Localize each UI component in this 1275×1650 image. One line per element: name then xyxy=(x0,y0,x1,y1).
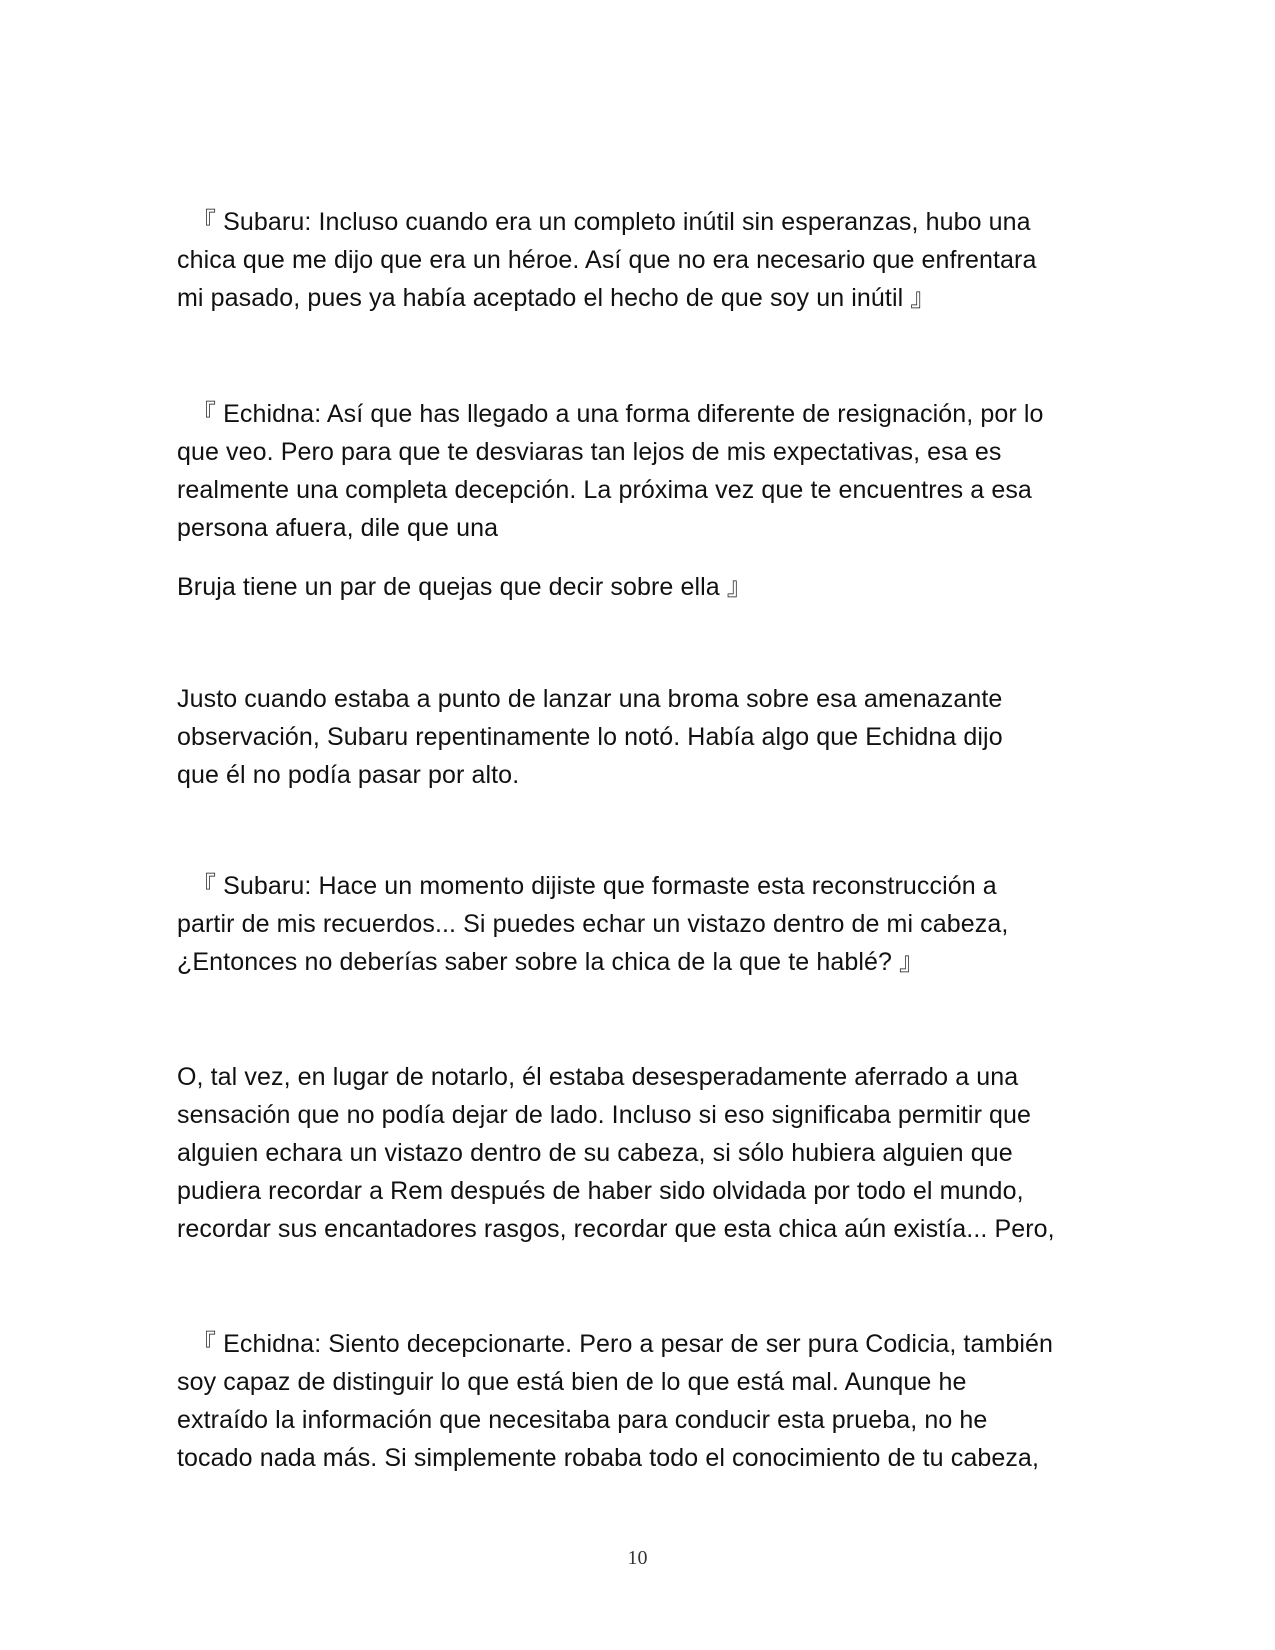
paragraph-bruja-quejas xyxy=(177,568,1107,606)
text-line: que veo. Pero para que te desviaras tan lejos de mis expectativas, esa es xyxy=(177,438,1002,466)
text-line: chica que me dijo que era un héroe. Así que no era necesario que enfrentara xyxy=(177,246,1037,274)
text-line: ¿Entonces no deberías saber sobre la chica de la que te hablé? 』 xyxy=(177,948,925,976)
text-line: partir de mis recuerdos... Si puedes echar un vistazo dentro de mi cabeza, xyxy=(177,910,1009,938)
paragraph-echidna-resignation xyxy=(177,395,1107,547)
paragraph-narration-notice xyxy=(177,680,1107,794)
text-line: tocado nada más. Si simplemente robaba todo el conocimiento de tu cabeza, xyxy=(177,1444,1039,1472)
page-number: 10 xyxy=(627,1547,648,1569)
paragraph-echidna-codicia xyxy=(177,1325,1107,1477)
text-line: observación, Subaru repentinamente lo notó. Había algo que Echidna dijo xyxy=(177,723,1003,751)
text-line: pudiera recordar a Rem después de haber sido olvidada por todo el mundo, xyxy=(177,1177,1024,1205)
text-line: 『 Subaru: Incluso cuando era un completo inútil sin esperanzas, hubo una xyxy=(191,208,1031,236)
text-line: Justo cuando estaba a punto de lanzar una broma sobre esa amenazante xyxy=(177,685,1003,713)
text-line: 『 Echidna: Así que has llegado a una forma diferente de resignación, por lo xyxy=(191,400,1044,428)
text-line: 『 Echidna: Siento decepcionarte. Pero a pesar de ser pura Codicia, también xyxy=(191,1330,1054,1358)
text-line: extraído la información que necesitaba para conducir esta prueba, no he xyxy=(177,1406,988,1434)
text-line: que él no podía pasar por alto. xyxy=(177,761,520,789)
text-line: mi pasado, pues ya había aceptado el hecho de que soy un inútil 』 xyxy=(177,284,936,312)
paragraph-subaru-memories xyxy=(177,867,1107,981)
text-line: realmente una completa decepción. La próxima vez que te encuentres a esa xyxy=(177,476,1032,504)
text-line: O, tal vez, en lugar de notarlo, él estaba desesperadamente aferrado a una xyxy=(177,1063,1019,1091)
text-line: alguien echara un vistazo dentro de su cabeza, si sólo hubiera alguien que xyxy=(177,1139,1013,1167)
text-line: persona afuera, dile que una xyxy=(177,514,499,542)
text-line: recordar sus encantadores rasgos, recordar que esta chica aún existía... Pero, xyxy=(177,1215,1055,1243)
paragraph-subaru-hero xyxy=(177,203,1107,317)
text-line: sensación que no podía dejar de lado. Incluso si eso significaba permitir que xyxy=(177,1101,1032,1129)
text-line: Bruja tiene un par de quejas que decir sobre ella 』 xyxy=(177,573,752,601)
text-line: 『 Subaru: Hace un momento dijiste que formaste esta reconstrucción a xyxy=(191,872,997,900)
text-line: soy capaz de distinguir lo que está bien de lo que está mal. Aunque he xyxy=(177,1368,967,1396)
paragraph-narration-rem xyxy=(177,1058,1107,1248)
